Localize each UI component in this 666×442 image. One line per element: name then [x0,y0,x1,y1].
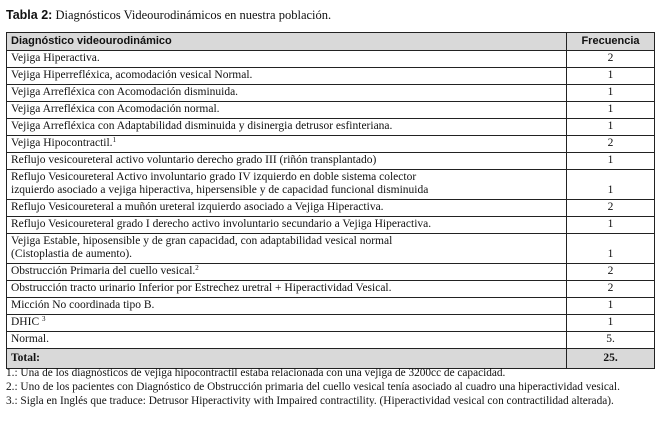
diagnosis-cell [7,315,567,332]
table-body [7,51,655,349]
header-frequency: Frecuencia [567,33,655,51]
diagnosis-cell [7,51,567,68]
table-row [7,264,655,281]
table-caption [6,8,331,23]
diagnosis-line: Vejiga Arrefléxica con Adaptabilidad disminuida y disinergia detrusor esfinteriana. [11,120,393,132]
table-row [7,217,655,234]
diagnosis-line: Vejiga Hiperrefléxica, acomodación vesical Normal. [11,69,253,81]
frequency-cell: 1 [567,102,655,119]
frequency-cell: 1 [567,68,655,85]
footnote-3: 3.: Sigla en Inglés que traduce: Detrusor Hiperactivity with Impaired contractility. (Hiperactividad vesical con contractilidad alterada). [6,395,614,407]
diagnosis-cell [7,298,567,315]
total-row [7,349,655,369]
table-caption-text: Diagnósticos Videourodinámicos en nuestra población. [55,8,332,22]
table-caption-label: Tabla 2: [6,8,53,22]
table-row [7,315,655,332]
table-row [7,298,655,315]
table-row [7,170,655,200]
diagnosis-line: Vejiga Arrefléxica con Acomodación normal. [11,103,220,115]
diagnosis-line: Normal. [11,333,50,345]
frequency-cell: 1 [567,234,655,264]
diagnosis-cell [7,119,567,136]
diagnosis-line: Reflujo vesicoureteral activo voluntario derecho grado III (riñón transplantado) [11,154,377,166]
frequency-cell: 1 [567,170,655,200]
table-row [7,136,655,153]
diagnosis-line: Vejiga Arrefléxica con Acomodación disminuida. [11,86,239,98]
diagnosis-cell [7,264,567,281]
diagnosis-cell [7,234,567,264]
table-row [7,332,655,349]
diagnosis-cell [7,102,567,119]
footnotes [6,367,658,409]
table-row [7,68,655,85]
footnote-ref: 1 [112,136,117,144]
frequency-cell: 2 [567,136,655,153]
diagnosis-cell [7,136,567,153]
frequency-cell: 5. [567,332,655,349]
table-header-row [7,33,655,51]
diagnosis-cell [7,332,567,349]
diagnosis-line: Obstrucción Primaria del cuello vesical. [11,265,196,277]
footnote-2: 2.: Uno de los pacientes con Diagnóstico de Obstrucción primaria del cuello vesical tenía asociado al cuadro una hiperactividad vesical. [6,381,620,393]
diagnosis-table [6,32,655,369]
frequency-cell: 1 [567,153,655,170]
diagnosis-line: Reflujo Vesicoureteral Activo involuntario grado IV izquierdo en doble sistema colector [11,171,417,183]
table-row [7,85,655,102]
diagnosis-line: Reflujo Vesicoureteral a muñón ureteral izquierdo asociado a Vejiga Hiperactiva. [11,201,384,213]
diagnosis-line: Vejiga Estable, hiposensible y de gran capacidad, con adaptabilidad vesical normal [11,235,393,247]
diagnosis-line: Vejiga Hipocontractil. [11,137,113,149]
footnote-1: 1.: Una de los diagnósticos de vejiga hipocontractil estaba relacionada con una vejiga de 3200cc de capacidad. [6,367,506,379]
footnote-ref: 3 [42,315,46,323]
header-diagnosis: Diagnóstico videourodinámico [7,33,567,51]
frequency-cell: 1 [567,85,655,102]
frequency-cell: 1 [567,217,655,234]
diagnosis-cell [7,170,567,200]
table-row [7,281,655,298]
table-row [7,234,655,264]
table-row [7,200,655,217]
diagnosis-cell [7,85,567,102]
frequency-cell: 1 [567,298,655,315]
footnote-ref: 2 [195,264,199,272]
diagnosis-line: izquierdo asociado a vejiga hiperactiva, hipersensible y de capacidad funcional disminuida [11,184,429,196]
frequency-cell: 1 [567,315,655,332]
table-row [7,153,655,170]
diagnosis-cell [7,68,567,85]
diagnosis-line: Obstrucción tracto urinario Inferior por Estrechez uretral + Hiperactividad Vesical. [11,282,392,294]
diagnosis-line: DHIC [11,316,42,328]
frequency-cell: 2 [567,281,655,298]
frequency-cell: 1 [567,119,655,136]
diagnosis-line: (Cistoplastia de aumento). [11,248,133,260]
table-row [7,102,655,119]
table-row [7,51,655,68]
frequency-cell: 2 [567,51,655,68]
diagnosis-line: Vejiga Hiperactiva. [11,52,100,64]
total-value: 25. [567,349,655,369]
diagnosis-line: Reflujo Vesicoureteral grado I derecho activo involuntario secundario a Vejiga Hiperactiva. [11,218,432,230]
frequency-cell: 2 [567,200,655,217]
table-row [7,119,655,136]
diagnosis-cell [7,217,567,234]
frequency-cell: 2 [567,264,655,281]
diagnosis-line: Micción No coordinada tipo B. [11,299,155,311]
diagnosis-cell [7,200,567,217]
diagnosis-cell [7,281,567,298]
diagnosis-cell [7,153,567,170]
total-label: Total: [7,349,567,369]
